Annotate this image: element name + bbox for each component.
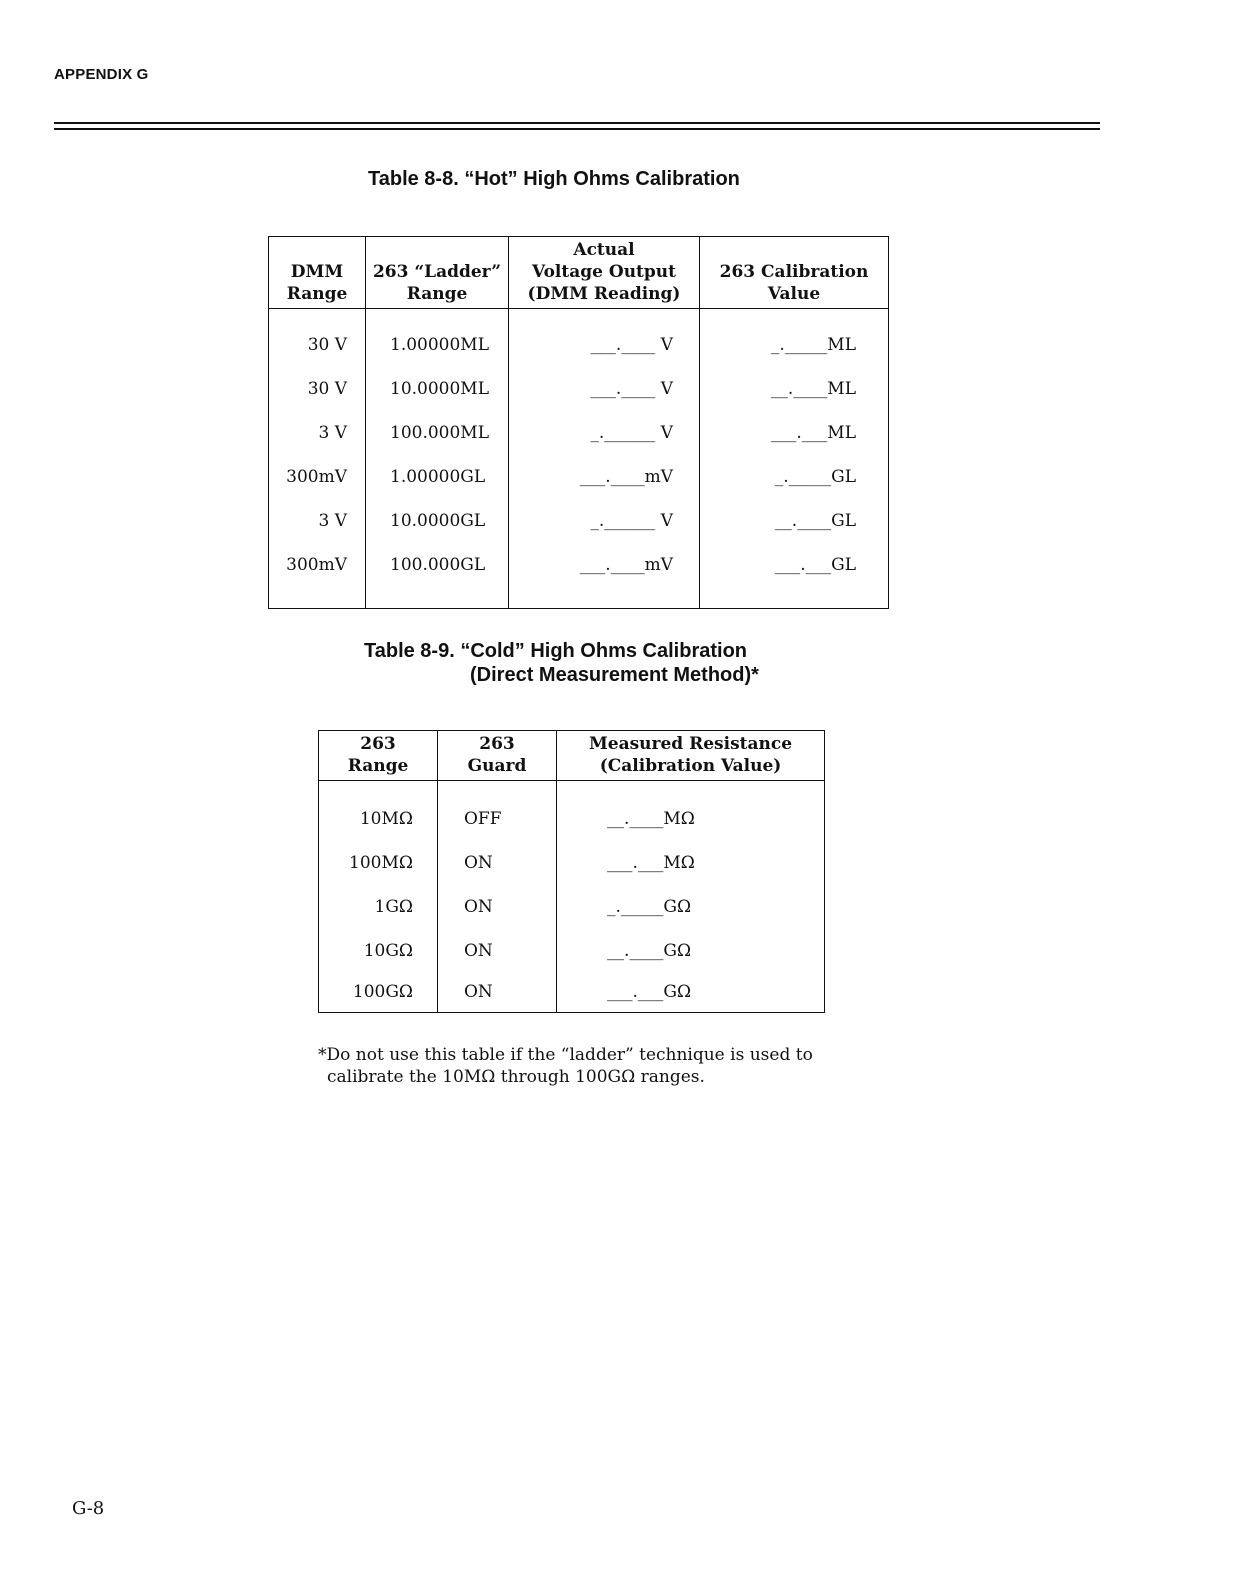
calibration-entry-cell: ___.___ML (700, 411, 889, 455)
resistance-entry-cell: __.____MΩ (557, 797, 825, 841)
guard-cell: ON (438, 929, 557, 973)
voltage-entry-cell: _.______ V (509, 411, 700, 455)
table-8-9-caption-subtitle: (Direct Measurement Method)* (470, 664, 759, 686)
calibration-entry-cell: _._____ML (700, 323, 889, 367)
resistance-entry-cell: ___.___MΩ (557, 841, 825, 885)
header-263-guard: 263 Guard (438, 731, 557, 781)
voltage-entry-cell: _.______ V (509, 499, 700, 543)
range-cell: 10GΩ (363, 940, 413, 961)
table-row (269, 367, 889, 411)
range-cell: 100GΩ (352, 982, 413, 1003)
calibration-entry-cell: ___.___GL (700, 543, 889, 587)
guard-cell: ON (438, 885, 557, 929)
dmm-range-cell: 300mV (286, 554, 347, 575)
footnote-line-2: calibrate the 10MΩ through 100GΩ ranges. (327, 1067, 705, 1087)
voltage-entry-cell: ___.____ V (509, 323, 700, 367)
table-row (319, 885, 825, 929)
table-row (269, 411, 889, 455)
calibration-entry-cell: __.____GL (700, 499, 889, 543)
ladder-range-cell: 100.000ML (366, 411, 509, 455)
guard-cell: ON (438, 841, 557, 885)
table-row (269, 455, 889, 499)
dmm-range-cell: 300mV (286, 466, 347, 487)
ladder-range-cell: 100.000GL (366, 543, 509, 587)
calibration-entry-cell: __.____ML (700, 367, 889, 411)
range-cell: 100MΩ (349, 852, 413, 873)
resistance-entry-cell: __.____GΩ (557, 929, 825, 973)
table-row (269, 543, 889, 587)
footnote (318, 1044, 878, 1088)
voltage-entry-cell: ___.____mV (509, 543, 700, 587)
header-measured-resistance: Measured Resistance (Calibration Value) (557, 731, 825, 781)
table-8-8-caption: Table 8-8. “Hot” High Ohms Calibration (368, 168, 740, 190)
header-dmm-range: DMM Range (269, 237, 366, 309)
ladder-range-cell: 10.0000GL (366, 499, 509, 543)
table-8-9-caption: Table 8-9. “Cold” High Ohms Calibration (364, 640, 747, 662)
header-ladder-range: 263 “Ladder” Range (366, 237, 509, 309)
table-row (269, 499, 889, 543)
resistance-entry-cell: ___.___GΩ (557, 973, 825, 1013)
header-rule-top (54, 122, 1100, 124)
page-number: G-8 (72, 1498, 105, 1519)
range-cell: 1GΩ (374, 896, 413, 917)
hot-high-ohms-table (268, 236, 889, 609)
footnote-line-1: *Do not use this table if the “ladder” technique is used to (318, 1045, 813, 1065)
ladder-range-cell: 1.00000ML (366, 323, 509, 367)
table-row (319, 841, 825, 885)
dmm-range-cell: 3 V (318, 422, 347, 443)
calibration-entry-cell: _._____GL (700, 455, 889, 499)
dmm-range-cell: 30 V (307, 378, 347, 399)
range-cell: 10MΩ (359, 808, 413, 829)
guard-cell: ON (438, 973, 557, 1013)
header-voltage-output: Actual Voltage Output (DMM Reading) (509, 237, 700, 309)
voltage-entry-cell: ___.____ V (509, 367, 700, 411)
header-263-range: 263 Range (319, 731, 438, 781)
dmm-range-cell: 3 V (318, 510, 347, 531)
table-row (319, 973, 825, 1013)
guard-cell: OFF (438, 797, 557, 841)
table-row (269, 323, 889, 367)
ladder-range-cell: 1.00000GL (366, 455, 509, 499)
appendix-label: APPENDIX G (54, 66, 149, 83)
table-row (319, 797, 825, 841)
table-row (319, 929, 825, 973)
dmm-range-cell: 30 V (307, 334, 347, 355)
resistance-entry-cell: _._____GΩ (557, 885, 825, 929)
voltage-entry-cell: ___.____mV (509, 455, 700, 499)
header-calibration-value: 263 Calibration Value (700, 237, 889, 309)
cold-high-ohms-table (318, 730, 825, 1013)
header-rule-bottom (54, 128, 1100, 130)
ladder-range-cell: 10.0000ML (366, 367, 509, 411)
